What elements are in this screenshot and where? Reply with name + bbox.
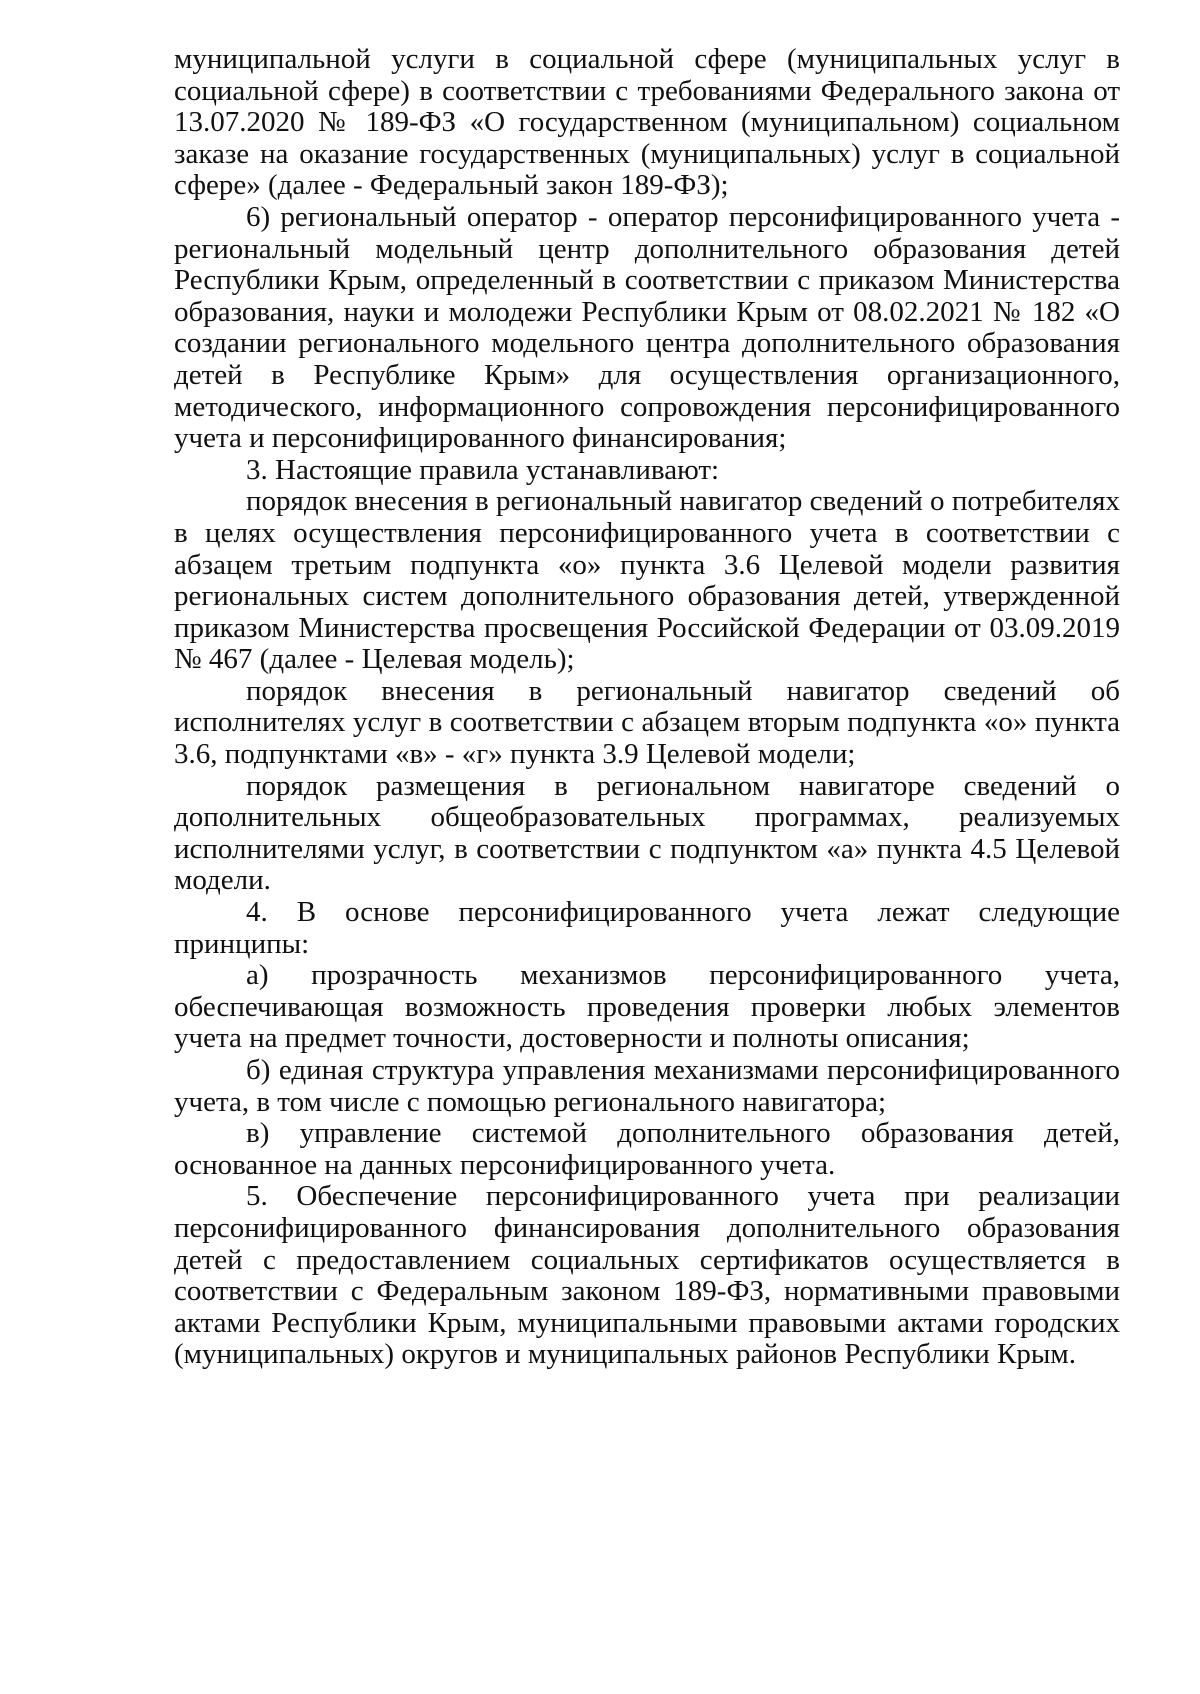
paragraph-rules-intro: 3. Настоящие правила устанавливают: [246,453,720,486]
paragraph-consumers-order: порядок внесения в региональный навигатор сведений о потребителях в целях осуществления персонифицированного учета в соответствии с абзацем третьим подпункта «о» пункта 3.6 Целевой модели развития региональных систем дополнительного образования детей, утвержденной приказом Министерства просвещения Российской Федерации от 03.09.2019 № 467 (далее - Целевая модель); [174,485,1120,676]
paragraph-principle-b: б) единая структура управления механизмами персонифицированного учета, в том числе с помощью регионального навигатора; [174,1054,1120,1118]
paragraph-principles-intro: 4. В основе персонифицированного учета лежат следующие принципы: [174,896,1120,960]
paragraph-principle-c: в) управление системой дополнительного образования детей, основанное на данных персонифицированного учета. [174,1117,1120,1181]
paragraph-regional-operator: 6) региональный оператор - оператор персонифицированного учета - региональный модельный центр дополнительного образования детей Республики Крым, определенный в соответствии с приказом Министерства образования, науки и молодежи Республики Крым от 08.02.2021 № 182 «О создании регионального модельного центра дополнительного образования детей в Республике Крым» для осуществления организационного, методического, информационного сопровождения персонифицированного учета и персонифицированного финансирования; [174,200,1120,455]
paragraph-programs-order: порядок размещения в региональном навигаторе сведений о дополнительных общеобразовательных программах, реализуемых исполнителями услуг, в соответствии с подпунктом «а» пункта 4.5 Целевой модели. [174,769,1120,897]
paragraph-principle-a: а) прозрачность механизмов персонифицированного учета, обеспечивающая возможность проведения проверки любых элементов учета на предмет точности, достоверности и полноты описания; [174,959,1120,1055]
paragraph-item-5: 5. Обеспечение персонифицированного учета при реализации персонифицированного финансирования дополнительного образования детей с предоставлением социальных сертификатов осуществляется в соответствии с Федеральным законом 189-ФЗ, нормативными правовыми актами Республики Крым, муниципальными правовыми актами городских (муниципальных) округов и муниципальных районов Республики Крым. [174,1180,1120,1371]
paragraph-executors-order: порядок внесения в региональный навигатор сведений об исполнителях услуг в соответствии с абзацем вторым подпункта «о» пункта 3.6, подпунктами «в» - «г» пункта 3.9 Целевой модели; [174,674,1120,771]
paragraph-continuation: муниципальной услуги в социальной сфере (муниципальных услуг в социальной сфере) в соответствии с требованиями Федерального закона от 13.07.2020 № 189-ФЗ «О государственном (муниципальном) социальном заказе на оказание государственных (муниципальных) услуг в социальной сфере» (далее - Федеральный закон 189-ФЗ); [174,43,1120,202]
document-body [174,44,1120,1371]
